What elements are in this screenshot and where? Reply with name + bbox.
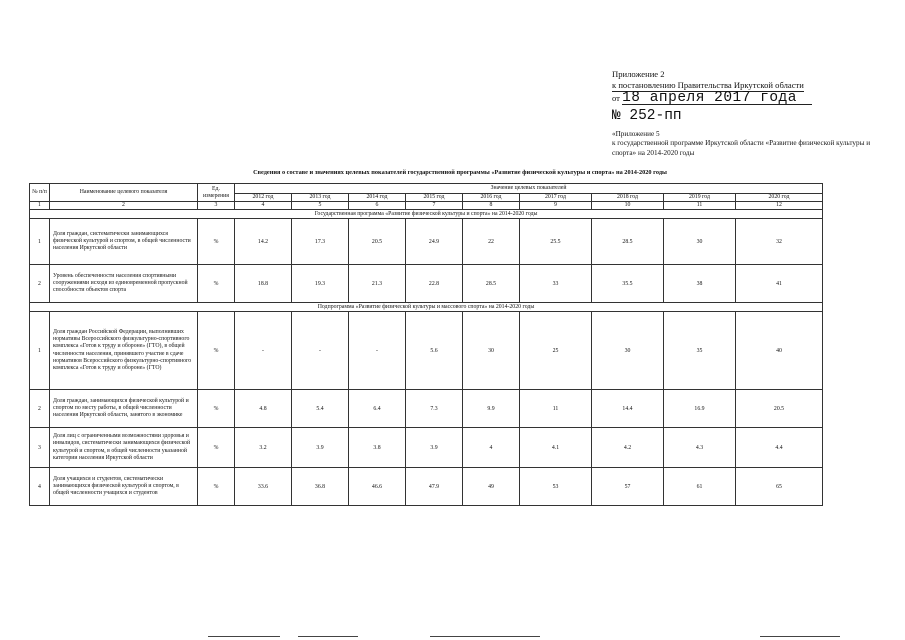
value-cell: 65: [736, 468, 823, 506]
value-cell: 41: [736, 265, 823, 303]
section-title: Государственная программа «Развитие физической культуры и спорта» на 2014-2020 годы: [30, 210, 823, 219]
header-column-index: 12: [736, 202, 823, 210]
header-column-index: 4: [235, 202, 292, 210]
value-cell: 3.9: [292, 428, 349, 468]
unit-cell: %: [198, 390, 235, 428]
header-column-index: 10: [592, 202, 664, 210]
value-cell: 35.5: [592, 265, 664, 303]
scan-artifact: [208, 636, 280, 637]
value-cell: -: [349, 312, 406, 390]
indicators-table: [29, 183, 823, 506]
header-column-index: 3: [198, 202, 235, 210]
unit-cell: %: [198, 428, 235, 468]
header-values: Значение целевых показателей: [235, 184, 823, 194]
value-cell: 47.9: [406, 468, 463, 506]
value-cell: 49: [463, 468, 520, 506]
value-cell: 22.8: [406, 265, 463, 303]
header-column-index: 11: [664, 202, 736, 210]
value-cell: 46.6: [349, 468, 406, 506]
header-year: 2017 год: [520, 194, 592, 202]
value-cell: 61: [664, 468, 736, 506]
row-number: 2: [30, 265, 50, 303]
value-cell: 38: [664, 265, 736, 303]
value-cell: 20.5: [736, 390, 823, 428]
header-column-index: 6: [349, 202, 406, 210]
row-number: 1: [30, 312, 50, 390]
header-column-index: 9: [520, 202, 592, 210]
value-cell: 7.3: [406, 390, 463, 428]
table-row: [30, 390, 823, 428]
appendix5-label: «Приложение 5: [612, 130, 660, 138]
value-cell: 21.3: [349, 265, 406, 303]
value-cell: 17.3: [292, 219, 349, 265]
value-cell: 9.9: [463, 390, 520, 428]
decree-number: № 252-пп: [612, 108, 682, 124]
header-year: 2014 год: [349, 194, 406, 202]
scan-artifact: [760, 636, 840, 637]
indicator-name: Доля лиц с ограниченными возможностями здоровья и инвалидов, систематически занимающихся физической культурой и спортом, в общей численности указанной категории населения Иркутской области: [50, 428, 198, 468]
indicator-name: Доля учащихся и студентов, систематически занимающихся физической культурой и спортом, в общей численности учащихся и студентов: [50, 468, 198, 506]
section-row: [30, 210, 823, 219]
header-year: 2019 год: [664, 194, 736, 202]
value-cell: 3.8: [349, 428, 406, 468]
scan-artifact: [298, 636, 358, 637]
indicator-name: Уровень обеспеченности населения спортивными сооружениями исходя из единовременной пропускной способности объектов спорта: [50, 265, 198, 303]
value-cell: 4: [463, 428, 520, 468]
program-reference: к государственной программе Иркутской области «Развитие физической культуры и спорта» на 2014-2020 годы: [612, 139, 871, 157]
indicator-name: Доля граждан, систематически занимающихся физической культурой и спортом, в общей численности населения Иркутской области: [50, 219, 198, 265]
value-cell: 4.8: [235, 390, 292, 428]
table-row: [30, 468, 823, 506]
header-unit: Ед. измерения: [198, 184, 235, 202]
value-cell: 5.6: [406, 312, 463, 390]
value-cell: 57: [592, 468, 664, 506]
value-cell: 5.4: [292, 390, 349, 428]
value-cell: 30: [463, 312, 520, 390]
value-cell: -: [292, 312, 349, 390]
unit-cell: %: [198, 312, 235, 390]
value-cell: 24.9: [406, 219, 463, 265]
row-number: 3: [30, 428, 50, 468]
indicator-name: Доля граждан, занимающихся физической культурой и спортом по месту работы, в общей численности населения Иркутской области, занятого в экономике: [50, 390, 198, 428]
row-number: 4: [30, 468, 50, 506]
value-cell: 4.1: [520, 428, 592, 468]
header-indicator-name: Наименование целевого показателя: [50, 184, 198, 202]
value-cell: 4.3: [664, 428, 736, 468]
value-cell: 22: [463, 219, 520, 265]
header-year: 2012 год: [235, 194, 292, 202]
value-cell: 3.9: [406, 428, 463, 468]
value-cell: 18.8: [235, 265, 292, 303]
header-year: 2016 год: [463, 194, 520, 202]
value-cell: 14.2: [235, 219, 292, 265]
value-cell: 30: [592, 312, 664, 390]
value-cell: 25: [520, 312, 592, 390]
value-cell: 4.2: [592, 428, 664, 468]
table-row: [30, 312, 823, 390]
document-header: [612, 69, 882, 158]
value-cell: 16.9: [664, 390, 736, 428]
value-cell: 3.2: [235, 428, 292, 468]
header-year: 2015 год: [406, 194, 463, 202]
header-column-index: 5: [292, 202, 349, 210]
header-year: 2018 год: [592, 194, 664, 202]
value-cell: 19.3: [292, 265, 349, 303]
value-cell: 4.4: [736, 428, 823, 468]
value-cell: 32: [736, 219, 823, 265]
value-cell: -: [235, 312, 292, 390]
scan-artifact: [430, 636, 540, 637]
value-cell: 14.4: [592, 390, 664, 428]
date-prefix: от: [612, 93, 620, 103]
section-row: [30, 303, 823, 312]
value-cell: 35: [664, 312, 736, 390]
value-cell: 28.5: [592, 219, 664, 265]
header-year: 2013 год: [292, 194, 349, 202]
decree-reference: к постановлению Правительства Иркутской области: [612, 80, 804, 90]
unit-cell: %: [198, 219, 235, 265]
value-cell: 20.5: [349, 219, 406, 265]
unit-cell: %: [198, 468, 235, 506]
header-column-index: 8: [463, 202, 520, 210]
section-title: Подпрограмма «Развитие физической культуры и массового спорта» на 2014-2020 годы: [30, 303, 823, 312]
value-cell: 33.6: [235, 468, 292, 506]
table-row: [30, 265, 823, 303]
value-cell: 36.8: [292, 468, 349, 506]
unit-cell: %: [198, 265, 235, 303]
header-number: № п/п: [30, 184, 50, 202]
header-column-index: 1: [30, 202, 50, 210]
table-row: [30, 219, 823, 265]
header-column-index: 2: [50, 202, 198, 210]
value-cell: 6.4: [349, 390, 406, 428]
value-cell: 53: [520, 468, 592, 506]
value-cell: 11: [520, 390, 592, 428]
decree-date: 18 апреля 2017 года: [622, 92, 812, 105]
document-title: Сведения о составе и значениях целевых показателей государственной программы «Развитие физической культуры и спорта» на 2014-2020 годы: [253, 169, 667, 176]
indicator-name: Доля граждан Российской Федерации, выполнивших нормативы Всероссийского физкультурно-спортивного комплекса «Готов к труду и обороне» (ГТО), в общей численности населения, принявшего участие в сдаче нормативов Всероссийского физкультурно-спортивного комплекса «Готов к труду и обороне» (ГТО): [50, 312, 198, 390]
value-cell: 25.5: [520, 219, 592, 265]
header-column-index: 7: [406, 202, 463, 210]
value-cell: 30: [664, 219, 736, 265]
value-cell: 40: [736, 312, 823, 390]
header-year: 2020 год: [736, 194, 823, 202]
table-row: [30, 428, 823, 468]
row-number: 1: [30, 219, 50, 265]
value-cell: 33: [520, 265, 592, 303]
value-cell: 28.5: [463, 265, 520, 303]
appendix-label: Приложение 2: [612, 69, 665, 79]
row-number: 2: [30, 390, 50, 428]
